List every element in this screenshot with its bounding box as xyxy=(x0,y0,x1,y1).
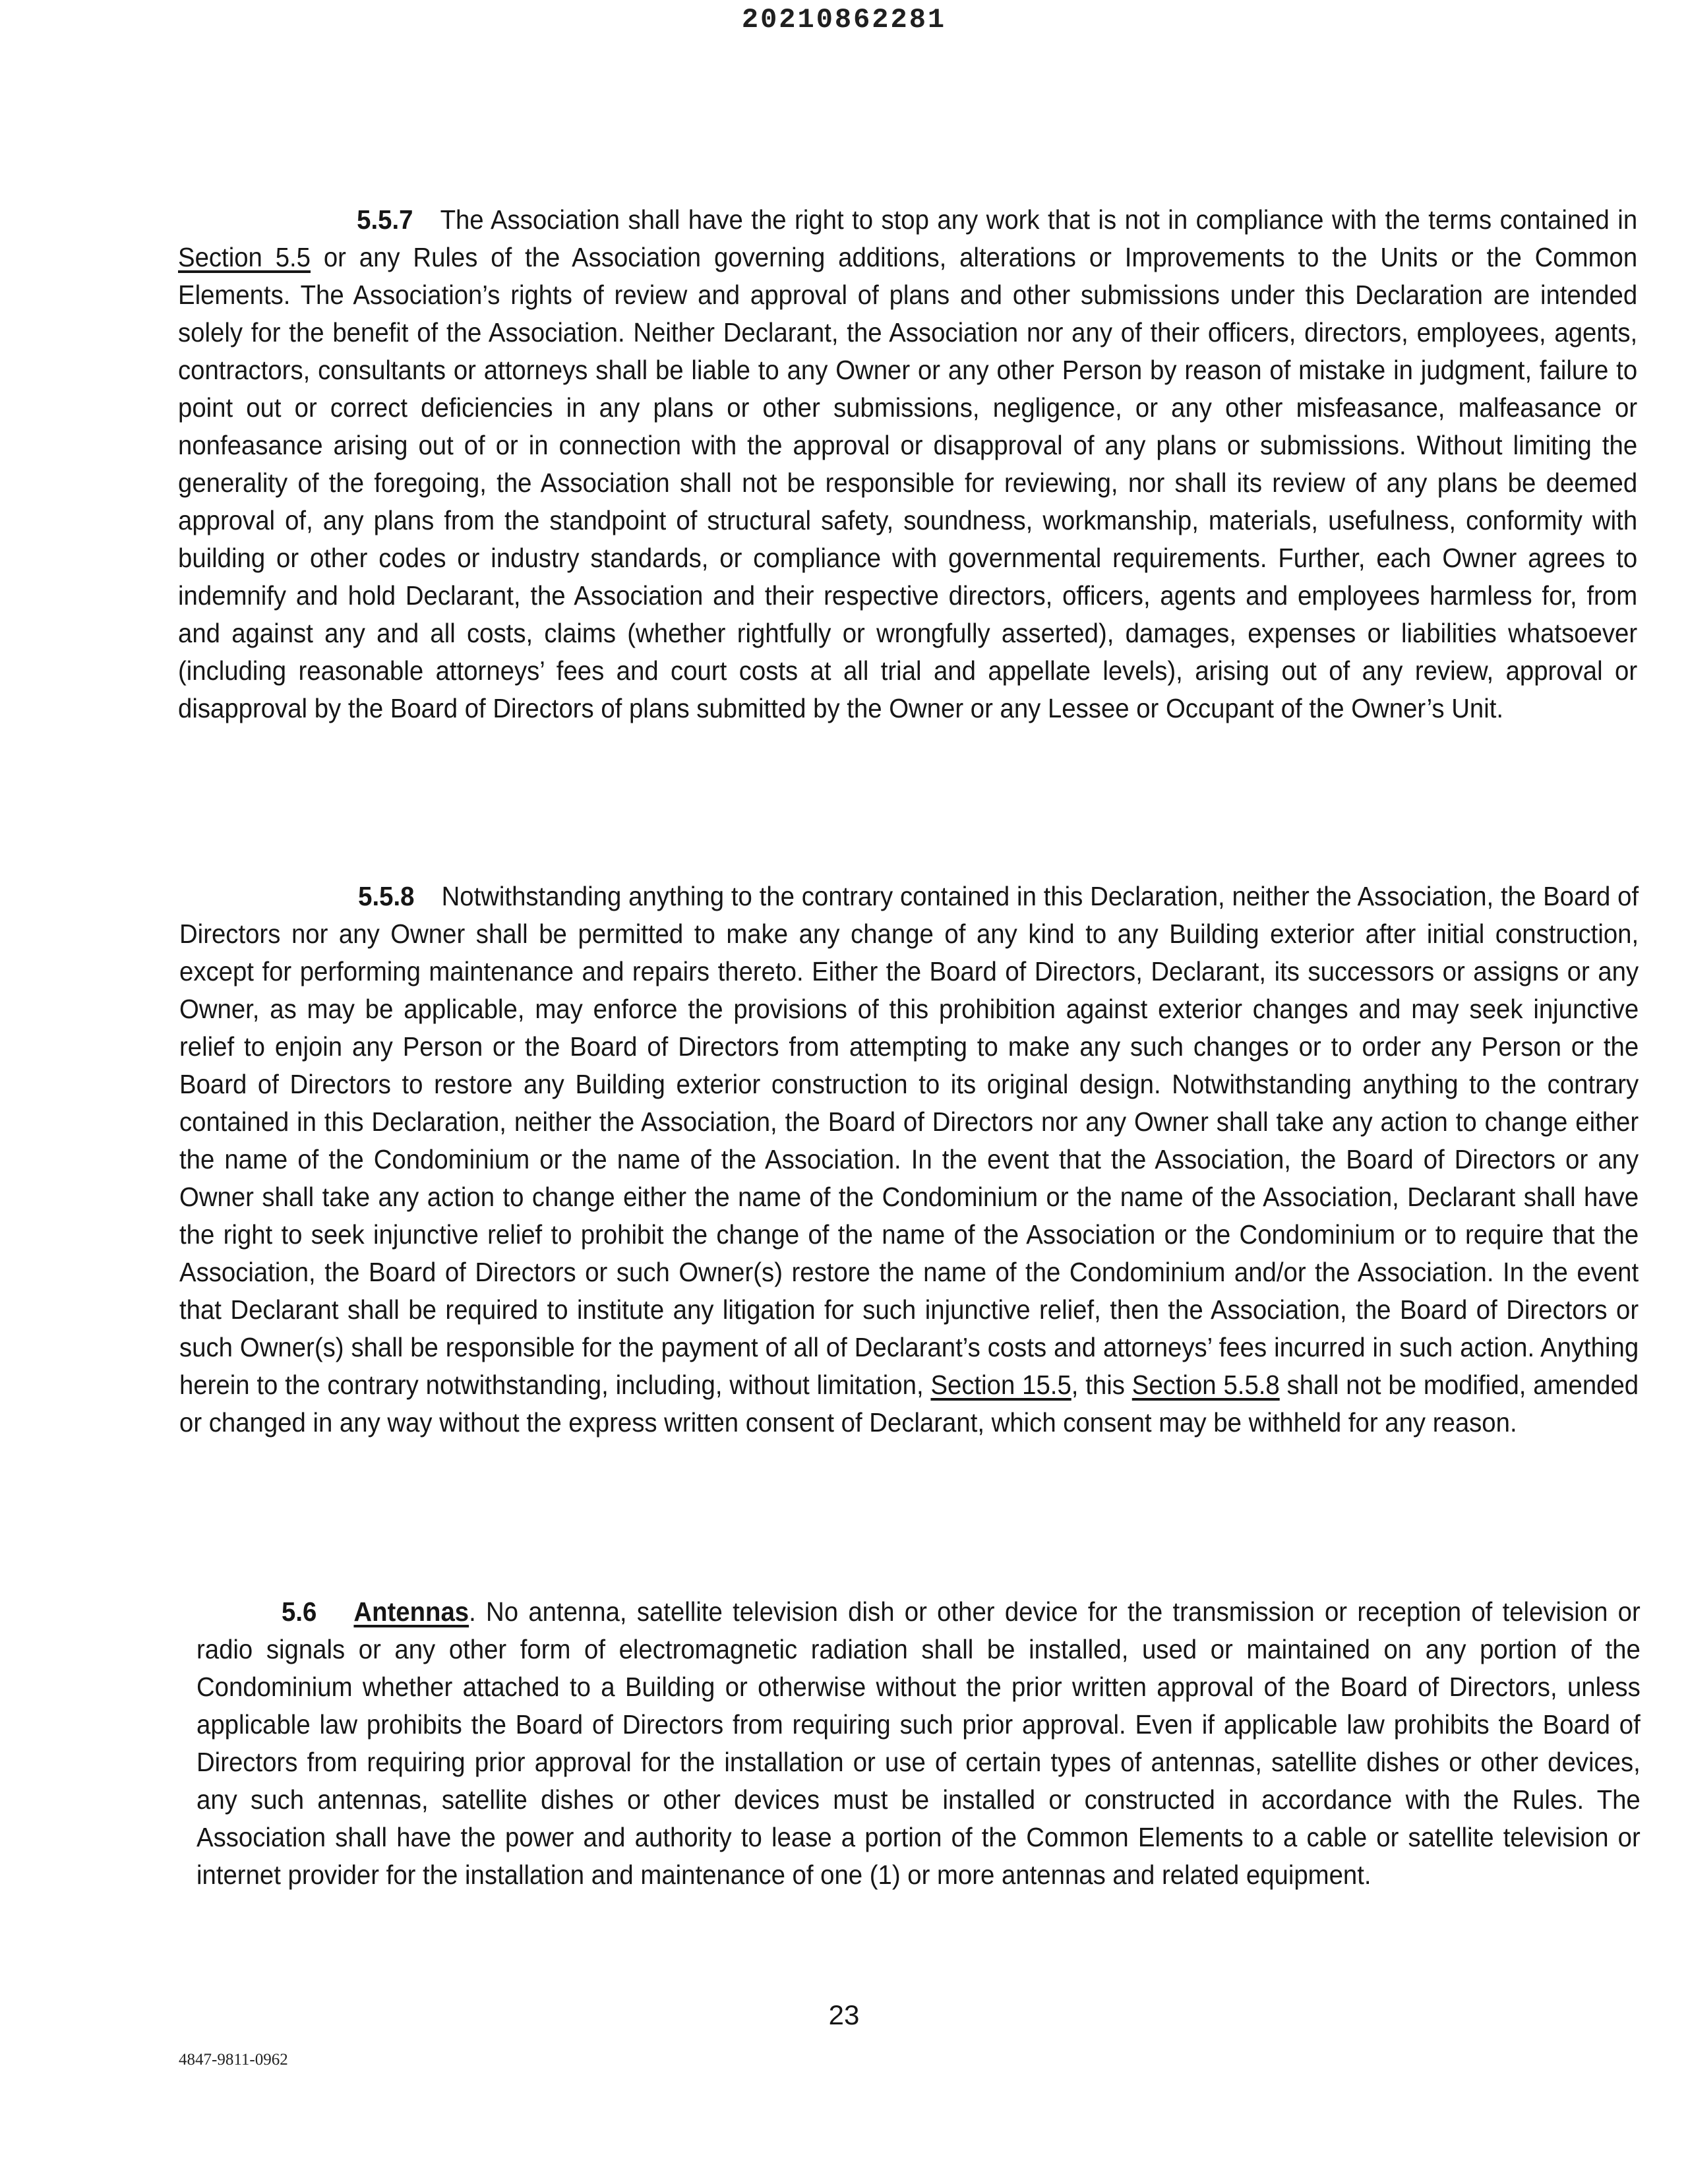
section-number: 5.5.7 xyxy=(357,204,413,235)
document-number: 20210862281 xyxy=(741,4,947,36)
paragraph-text: The Association shall have the right to stop any work that is not in compliance with the terms contained in xyxy=(440,204,1638,235)
section-5-5-7-paragraph xyxy=(178,201,1637,727)
document-id: 4847-9811-0962 xyxy=(179,2051,288,2069)
paragraph-text: shall not be modified, amended or changed in any way without the express written consent of Declarant, which consent may be withheld for any reason. xyxy=(179,1370,1639,1438)
section-number: 5.6 xyxy=(282,1596,317,1627)
paragraph-text: Notwithstanding anything to the contrary contained in this Declaration, neither the Association, the Board of Directors nor any Owner shall be permitted to make any change of any kind to any Building exterior after initial construction, except for performing maintenance and repairs thereto. Either the Board of Directors, Declarant, its successors or assigns or any Owner, as may be applicable, may enforce the provisions of this prohibition against exterior changes and may seek injunctive relief to enjoin any Person or the Board of Directors from attempting to make any such changes or to order any Person or the Board of Directors to restore any Building exterior construction to its original design. Notwithstanding anything to the contrary contained in this Declaration, neither the Association, the Board of Directors nor any Owner shall take any action to change either the name of the Condominium or the name of the Association. In the event that the Association, the Board of Directors or any Owner shall take any action to change either the name of the Condominium or the name of the Association, Declarant shall have the right to seek injunctive relief to prohibit the change of the name of the Association or the Condominium or to require that the Association, the Board of Directors or such Owner(s) restore the name of the Condominium and/or the Association. In the event that Declarant shall be required to institute any litigation for such injunctive relief, then the Association, the Board of Directors or such Owner(s) shall be responsible for the payment of all of Declarant’s costs and attorneys’ fees incurred in such action. Anything herein to the contrary notwithstanding, including, without limitation, xyxy=(179,881,1639,1400)
section-reference: Section 5.5.8 xyxy=(1131,1370,1280,1400)
section-5-6-paragraph xyxy=(196,1593,1641,1894)
section-number: 5.5.8 xyxy=(358,881,415,911)
section-heading: Antennas xyxy=(353,1596,469,1627)
paragraph-text: . No antenna, satellite television dish or other device for the transmission or reception of television or radio signals or any other form of electromagnetic radiation shall be installed, used or maintained on any portion of the Condominium whether attached to a Building or otherwise without the prior written approval of the Board of Directors, unless applicable law prohibits the Board of Directors from requiring such prior approval. Even if applicable law prohibits the Board of Directors from requiring prior approval for the installation or use of certain types of antennas, satellite dishes or other devices, any such antennas, satellite dishes or other devices must be installed or constructed in accordance with the Rules. The Association shall have the power and authority to lease a portion of the Common Elements to a cable or satellite television or internet provider for the installation and maintenance of one (1) or more antennas and related equipment. xyxy=(196,1596,1641,1890)
section-reference: Section 15.5 xyxy=(930,1370,1071,1400)
section-5-5-8-paragraph xyxy=(179,878,1639,1441)
page-number: 23 xyxy=(828,1999,860,2030)
paragraph-text: or any Rules of the Association governing additions, alterations or Improvements to the Units or the Common Elements. The Association’s rights of review and approval of plans and other submissions under this Declaration are intended solely for the benefit of the Association. Neither Declarant, the Association nor any of their officers, directors, employees, agents, contractors, consultants or attorneys shall be liable to any Owner or any other Person by reason of mistake in judgment, failure to point out or correct deficiencies in any plans or other submissions, negligence, or any other misfeasance, malfeasance or nonfeasance arising out of or in connection with the approval or disapproval of any plans or submissions. Without limiting the generality of the foregoing, the Association shall not be responsible for reviewing, nor shall its review of any plans be deemed approval of, any plans from the standpoint of structural safety, soundness, workmanship, materials, usefulness, conformity with building or other codes or industry standards, or compliance with governmental requirements. Further, each Owner agrees to indemnify and hold Declarant, the Association and their respective directors, officers, agents and employees harmless for, from and against any and all costs, claims (whether rightfully or wrongfully asserted), damages, expenses or liabilities whatsoever (including reasonable attorneys’ fees and court costs at all trial and appellate levels), arising out of any review, approval or disapproval by the Board of Directors of plans submitted by the Owner or any Lessee or Occupant of the Owner’s Unit. xyxy=(178,242,1638,723)
section-reference: Section 5.5 xyxy=(178,242,311,272)
paragraph-text: , this xyxy=(1071,1370,1132,1400)
